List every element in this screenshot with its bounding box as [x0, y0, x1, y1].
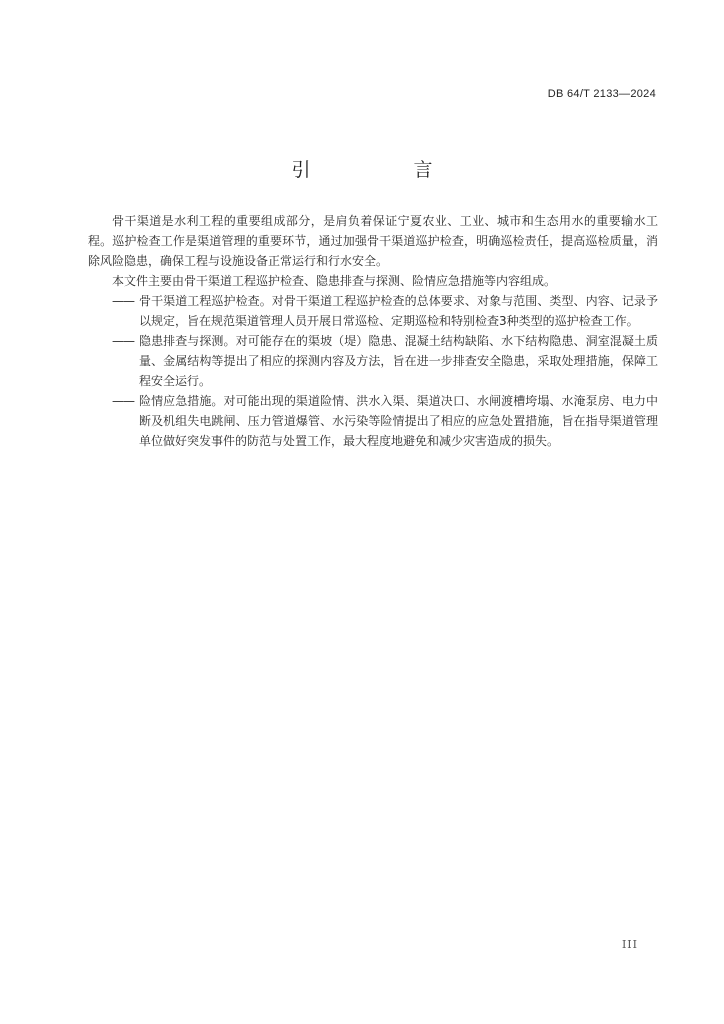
list-item: [88, 391, 658, 451]
list-item: [88, 331, 658, 391]
list-dash: ——: [112, 294, 134, 308]
list-item-text: 隐患排查与探测。对可能存在的渠坡（堤）隐患、混凝土结构缺陷、水下结构隐患、洞室混凝土质量、金属结构等提出了相应的探测内容及方法，旨在进一步排查安全隐患，采取处理措施，保障工程安全运行。: [139, 334, 658, 388]
page-number: III: [621, 938, 638, 951]
scope-paragraph: 本文件主要由骨干渠道工程巡护检查、隐患排查与探测、险情应急措施等内容组成。: [112, 274, 557, 288]
list-item: [88, 291, 658, 331]
list-item-text: 骨干渠道工程巡护检查。对骨干渠道工程巡护检查的总体要求、对象与范围、类型、内容、记录予以规定，旨在规范渠道管理人员开展日常巡检、定期巡检和特别检查3种类型的巡护检查工作。: [139, 294, 658, 328]
list-dash: ——: [112, 394, 134, 408]
list-dash: ——: [112, 334, 134, 348]
page-title: 引 言: [291, 159, 475, 181]
intro-paragraph: 骨干渠道是水利工程的重要组成部分，是肩负着保证宁夏农业、工业、城市和生态用水的重要输水工程。巡护检查工作是渠道管理的重要环节，通过加强骨干渠道巡护检查，明确巡检责任，提高巡检质量，消除风险隐患，确保工程与设施设备正常运行和行水安全。: [88, 214, 658, 268]
standard-code: DB 64/T 2133—2024: [547, 88, 656, 100]
list-item-text: 险情应急措施。对可能出现的渠道险情、洪水入渠、渠道决口、水闸渡槽垮塌、水淹泵房、电力中断及机组失电跳闸、压力管道爆管、水污染等险情提出了相应的应急处置措施，旨在指导渠道管理单位做好突发事件的防范与处置工作，最大程度地避免和减少灾害造成的损失。: [139, 394, 658, 448]
body-text: [88, 211, 658, 451]
